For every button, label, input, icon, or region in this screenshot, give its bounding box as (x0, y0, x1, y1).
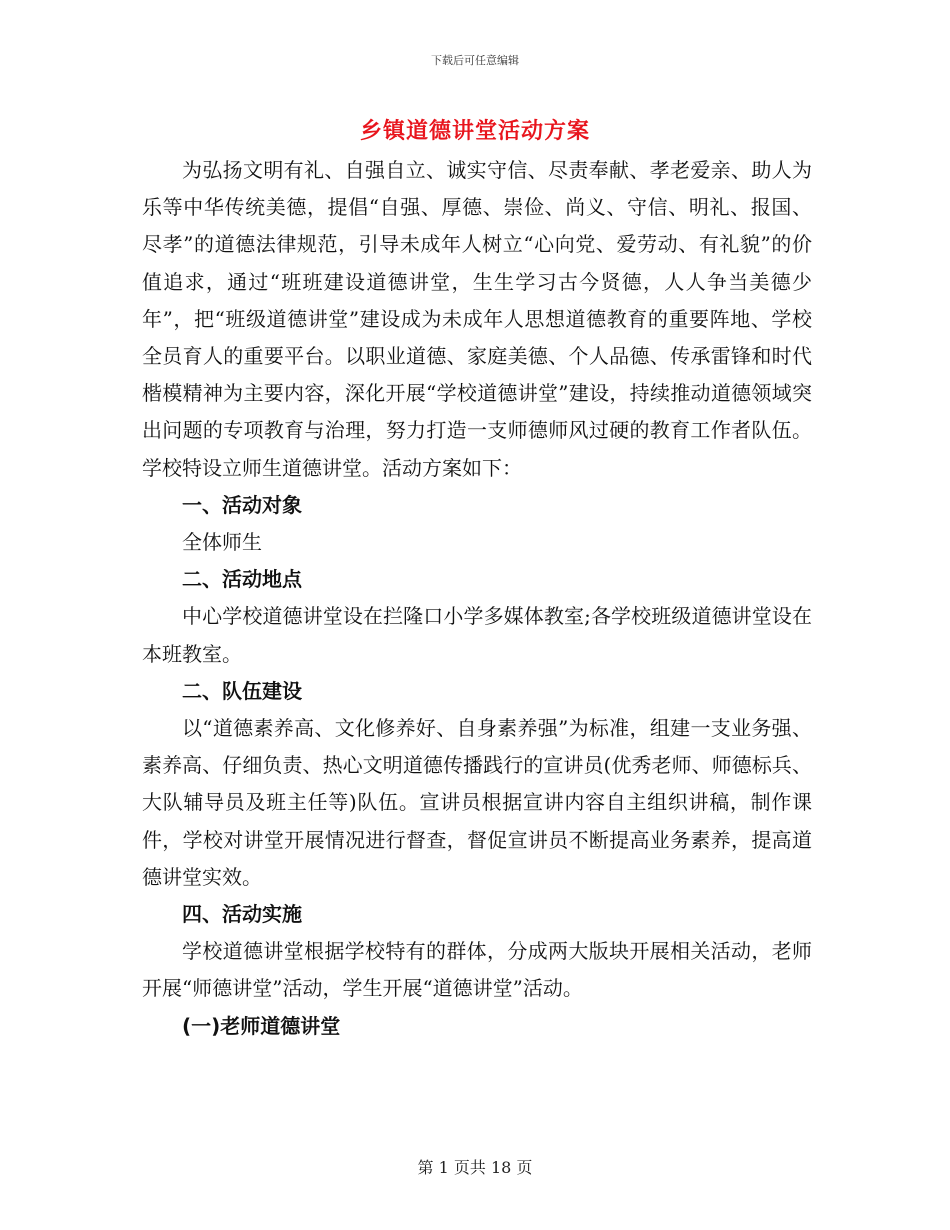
section-heading-location: 二、活动地点 (182, 567, 302, 592)
section-heading-participants: 一、活动对象 (182, 492, 302, 517)
section-heading-team: 二、队伍建设 (182, 678, 302, 703)
page-number-footer: 第 1 页共 18 页 (417, 1158, 533, 1177)
document-title: 乡镇道德讲堂活动方案 (359, 118, 590, 144)
section-body-location: 中心学校道德讲堂设在拦隆口小学多媒体教室;各学校班级道德讲堂设在本班教室。 (142, 604, 812, 666)
intro-paragraph: 为弘扬文明有礼、自强自立、诚实守信、尽责奉献、孝老爱亲、助人为乐等中华传统美德，提倡“自强、厚德、崇俭、尚义、守信、明礼、报国、尽孝”的道德法律规范，引导未成年人树立“心向党、爱劳动、有礼貌”的价值追求，通过“班班建设道德讲堂，生生学习古今贤德，人人争当美德少年”，把“班级道德讲堂”建设成为未成年人思想道德教育的重要阵地、学校全员育人的重要平台。以职业道德、家庭美德、个人品德、传承雷锋和时代楷模精神为主要内容，深化开展“学校道德讲堂”建设，持续推动道德领域突出问题的专项教育与治理，努力打造一支师德师风过硬的教育工作者队伍。学校特设立师生道德讲堂。活动方案如下： (142, 158, 812, 480)
subsection-heading-teacher-lecture: (一)老师道德讲堂 (182, 1013, 341, 1038)
section-body-team: 以“道德素养高、文化修养好、自身素养强”为标准，组建一支业务强、素养高、仔细负责、热心文明道德传播践行的宣讲员(优秀老师、师德标兵、大队辅导员及班主任等)队伍。宣讲员根据宣讲内容自主组织讲稿，制作课件，学校对讲堂开展情况进行督查，督促宣讲员不断提高业务素养，提高道德讲堂实效。 (142, 716, 812, 889)
section-body-participants: 全体师生 (182, 530, 262, 555)
section-body-implementation: 学校道德讲堂根据学校特有的群体，分成两大版块开展相关活动，老师开展“师德讲堂”活动，学生开展“道德讲堂”活动。 (142, 939, 812, 1001)
document-body (142, 152, 812, 1045)
section-heading-implementation: 四、活动实施 (182, 902, 302, 927)
header-note: 下载后可任意编辑 (431, 54, 519, 67)
